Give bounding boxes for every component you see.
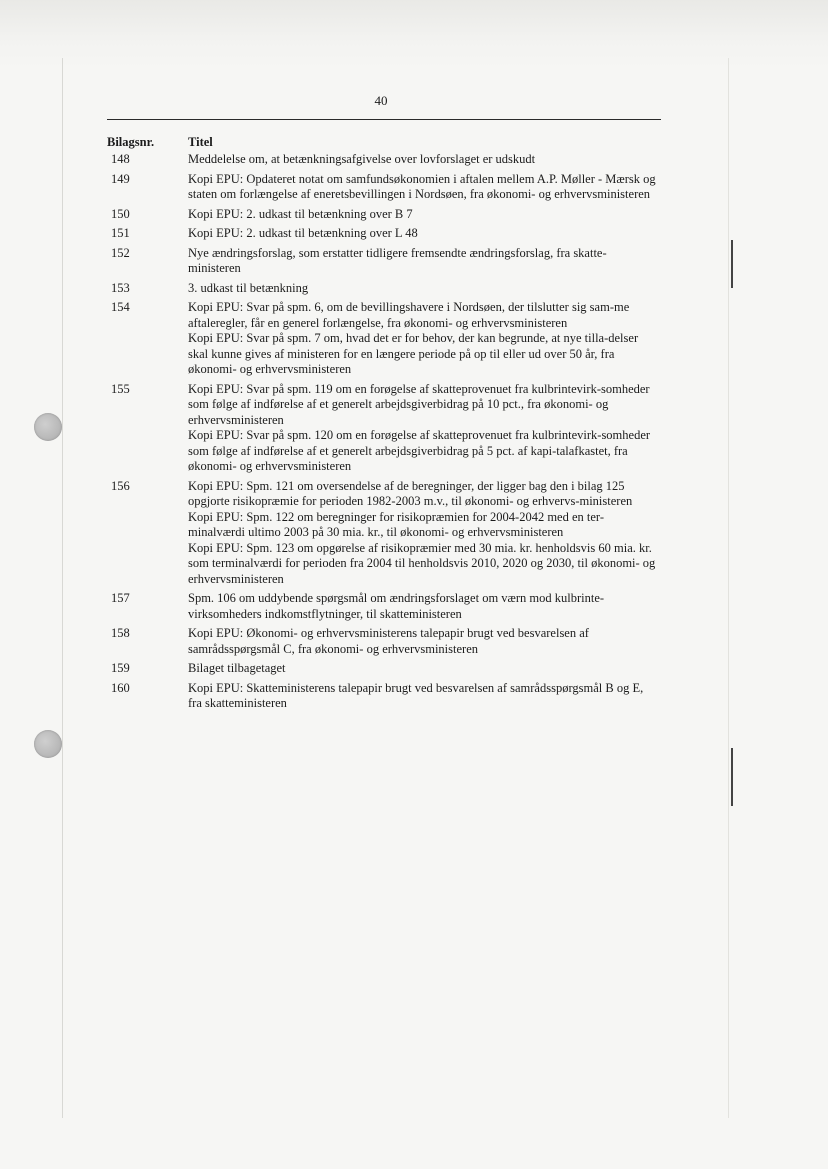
appendix-title [188,300,658,378]
appendix-title-paragraph: Kopi EPU: Svar på spm. 120 om en forøgelse af skatteprovenuet fra kulbrintevirk-somheder som følge af indførelse af et generelt arbejdsgiverbidrag på 5 pct. af kapi-talafkastet, fra økonomi- og erhvervsministeren [188,428,651,473]
appendix-title-paragraph: Kopi EPU: Svar på spm. 6, om de bevillingshavere i Nordsøen, der tilslutter sig sam-me aftaleregler, får en generel forlængelse, fra økonomi- og erhvervsministeren [188,300,630,330]
appendix-number: 156 [111,478,130,493]
column-header-title: Titel [188,135,213,149]
appendix-title-paragraph: Meddelelse om, at betænkningsafgivelse over lovforslaget er udskudt [188,152,536,166]
appendix-number: 160 [111,680,130,695]
scan-top-shading [0,0,828,70]
table-row [107,226,667,242]
appendix-number: 154 [111,300,130,314]
appendix-list [107,152,667,716]
appendix-title [188,661,658,677]
table-row [107,246,667,277]
appendix-title-paragraph: Kopi EPU: Svar på spm. 7 om, hvad det er for behov, der kan begrunde, at nye tilla-delser skal kunne gives af ministeren for en længere periode på op til eller ud over 50 år, fra økonomi- og erhvervsministeren [188,331,639,376]
appendix-title-paragraph: Kopi EPU: Økonomi- og erhvervsministerens talepapir brugt ved besvarelsen af samrådsspørgsmål C, fra økonomi- og erhvervsministeren [188,626,589,656]
page-edge-right [728,58,729,1118]
appendix-title-paragraph: Spm. 106 om uddybende spørgsmål om ændringsforslaget om værn mod kulbrinte-virksomheders indkomstflytninger, til skatteministeren [188,591,605,621]
table-row [107,382,667,475]
appendix-title-paragraph: Kopi EPU: 2. udkast til betænkning over B 7 [188,206,413,221]
appendix-number: 149 [111,171,130,186]
appendix-title-paragraph: Kopi EPU: 2. udkast til betænkning over L 48 [188,226,418,240]
appendix-title [188,591,658,622]
header-rule [107,119,661,120]
punch-hole-lower [34,730,62,758]
appendix-title [188,479,658,588]
appendix-title [188,246,658,277]
table-row [107,626,667,657]
page-number: 40 [374,93,388,108]
table-row [107,591,667,622]
page-edge-left [62,58,63,1118]
appendix-title [188,226,658,242]
appendix-title [188,152,658,168]
appendix-title [188,281,658,297]
table-row [107,661,667,677]
appendix-title-paragraph: Kopi EPU: Spm. 123 om opgørelse af risikopræmier med 30 mia. kr. henholdsvis 60 mia. kr. som terminalværdi for perioden fra 2004 til henholdsvis 2010, 2020 og 2030, til økonomi- og erhvervsministeren [188,540,656,586]
table-row [107,152,667,168]
appendix-title-paragraph: 3. udkast til betænkning [188,280,309,295]
appendix-title-paragraph: Kopi EPU: Spm. 121 om oversendelse af de beregninger, der ligger bag den i bilag 125 opgjorte risikopræmie for perioden 1982-2003 m.v., til økonomi- og erhvervs-ministeren [188,478,633,508]
table-row [107,681,667,712]
appendix-number: 151 [111,226,130,240]
appendix-number: 153 [111,280,130,295]
appendix-title-paragraph: Kopi EPU: Opdateret notat om samfundsøkonomien i aftalen mellem A.P. Møller - Mærsk og staten om forlængelse af eneretsbevillingen i Nordsøen, fra økonomi- og erhvervsministeren [188,171,656,201]
appendix-title [188,382,658,475]
table-row [107,479,667,588]
table-row [107,172,667,203]
table-row [107,300,667,378]
table-row [107,207,667,223]
appendix-number: 159 [111,661,130,675]
appendix-title [188,207,658,223]
appendix-number: 148 [111,152,130,166]
column-header-number: Bilagsnr. [107,135,155,149]
appendix-number: 155 [111,381,130,396]
margin-mark-upper [731,240,733,288]
appendix-title [188,681,658,712]
appendix-number: 158 [111,626,130,640]
appendix-number: 157 [111,591,130,605]
punch-hole-upper [34,413,62,441]
appendix-number: 152 [111,245,130,260]
table-row [107,281,667,297]
appendix-number: 150 [111,206,130,221]
appendix-title-paragraph: Kopi EPU: Skatteministerens talepapir brugt ved besvarelsen af samrådsspørgsmål B og E, fra skatteministeren [188,680,644,710]
appendix-title [188,172,658,203]
appendix-title-paragraph: Bilaget tilbagetaget [188,661,286,675]
appendix-title [188,626,658,657]
appendix-title-paragraph: Kopi EPU: Spm. 122 om beregninger for risikopræmien for 2004-2042 med en ter-minalværdi ultimo 2003 på 30 mia. kr., til økonomi- og erhvervsministeren [188,509,604,539]
appendix-title-paragraph: Kopi EPU: Svar på spm. 119 om en forøgelse af skatteprovenuet fra kulbrintevirk-somheder som følge af indførelse af et generelt arbejdsgiverbidrag på 10 pct., fra økonomi- og erhvervsministeren [188,381,650,427]
margin-mark-lower [731,748,733,806]
appendix-title-paragraph: Nye ændringsforslag, som erstatter tidligere fremsendte ændringsforslag, fra skatte-ministeren [188,245,607,275]
